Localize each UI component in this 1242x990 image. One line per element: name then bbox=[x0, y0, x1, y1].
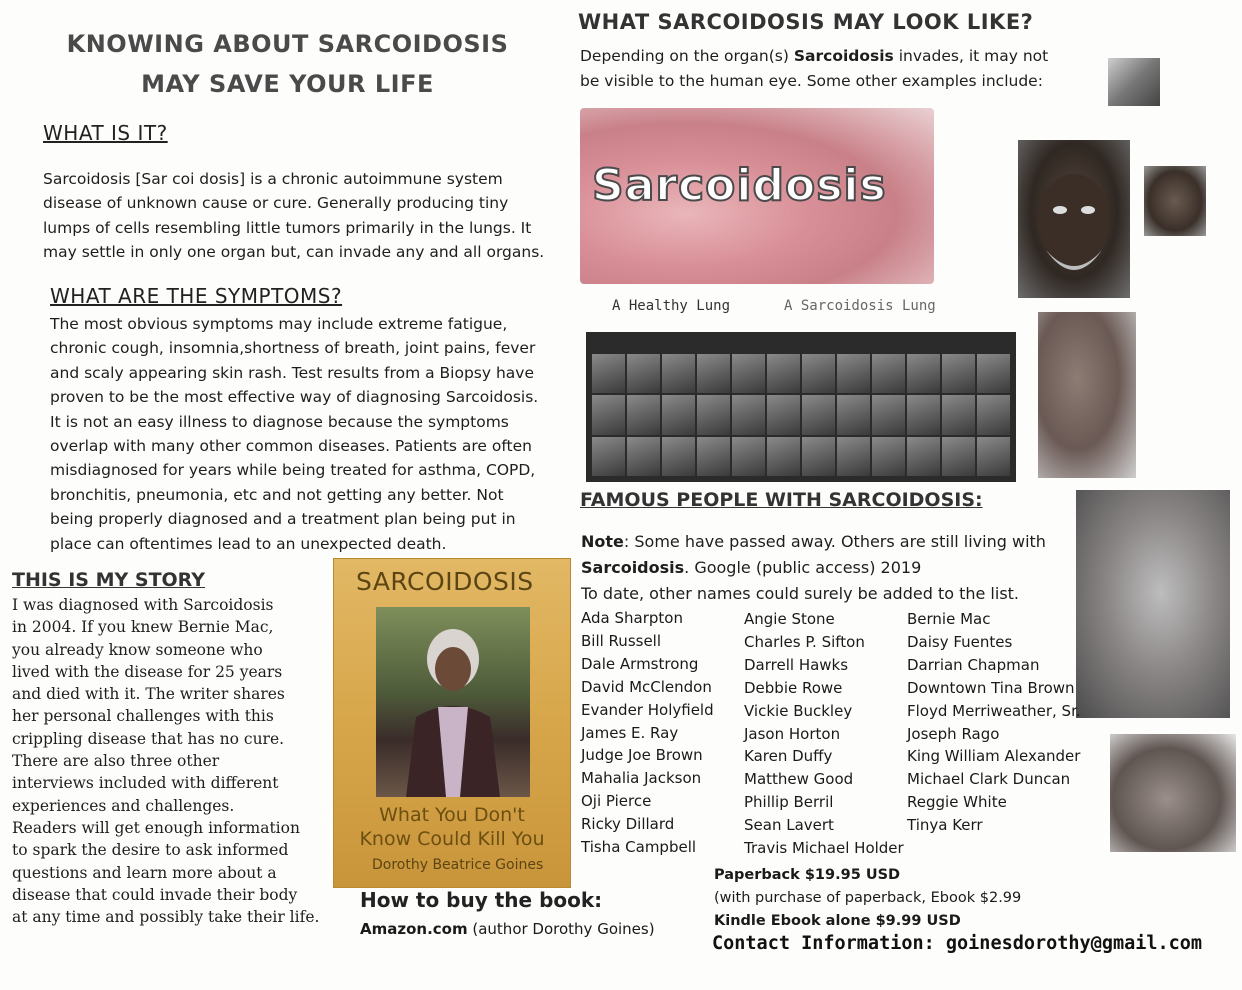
famous-note bbox=[581, 529, 1081, 607]
look-like-line bbox=[580, 44, 1070, 69]
famous-heading: FAMOUS PEOPLE WITH SARCOIDOSIS: bbox=[580, 489, 983, 511]
story-line: at any time and possibly take their life. bbox=[12, 908, 320, 927]
story-heading: THIS IS MY STORY bbox=[12, 569, 206, 591]
look-like-text bbox=[580, 44, 1070, 94]
famous-name: Daisy Fuentes bbox=[907, 632, 1013, 651]
famous-name: Darrian Chapman bbox=[907, 655, 1040, 674]
story-line: to spark the desire to ask informed bbox=[12, 841, 289, 860]
symptoms-line: proven to be the most effective way of diagnosing Sarcoidosis. bbox=[50, 388, 539, 407]
famous-name: Bernie Mac bbox=[907, 610, 991, 628]
look-like-line-pre: Depending on the organ(s) bbox=[580, 47, 794, 65]
book-cover-subtitle bbox=[334, 803, 570, 851]
amazon-link[interactable]: Amazon.com bbox=[360, 920, 468, 938]
symptoms-line: and scaly appearing skin rash. Test results from a Biopsy have bbox=[50, 363, 534, 382]
what-is-it-line bbox=[43, 167, 583, 191]
symptoms-line: The most obvious symptoms may include extreme fatigue, bbox=[50, 315, 508, 333]
famous-name: Floyd Merriweather, Sr. bbox=[907, 701, 1081, 720]
names-column-1 bbox=[581, 607, 714, 859]
famous-name: James E. Ray bbox=[581, 723, 679, 742]
famous-name: Charles P. Sifton bbox=[744, 632, 865, 651]
symptoms-line: place can oftentimes lead to an unexpected death. bbox=[50, 534, 447, 553]
names-column-2 bbox=[744, 608, 904, 860]
famous-name: Vickie Buckley bbox=[744, 701, 853, 720]
famous-name: David McClendon bbox=[581, 677, 712, 696]
buy-heading: How to buy the book: bbox=[360, 888, 603, 912]
story-line: questions and learn more about a bbox=[12, 863, 277, 882]
names-column-3 bbox=[907, 608, 1081, 837]
skin-rash-photo bbox=[1038, 312, 1136, 478]
eye-closeup-photo bbox=[1144, 166, 1206, 236]
story-line: interviews included with different bbox=[12, 774, 279, 793]
story-line: crippling disease that has no cure. bbox=[12, 729, 285, 748]
famous-name: Judge Joe Brown bbox=[581, 746, 703, 765]
lung-image-word: Sarcoidosis bbox=[592, 160, 887, 211]
famous-name: King William Alexander bbox=[907, 747, 1081, 766]
book-cover[interactable] bbox=[333, 558, 571, 888]
what-is-it-line: lumps of cells resembling little tumors primarily in the lungs. It bbox=[43, 218, 532, 237]
video-call-collage bbox=[586, 332, 1016, 482]
famous-name: Michael Clark Duncan bbox=[907, 770, 1071, 789]
look-like-line-post: invades, it may not bbox=[893, 47, 1049, 65]
buy-author-note: (author Dorothy Goines) bbox=[467, 920, 655, 938]
famous-name: Sean Lavert bbox=[744, 816, 834, 835]
note-label: Note bbox=[581, 532, 624, 551]
famous-name: Bill Russell bbox=[581, 631, 662, 650]
book-cover-subtitle-line: What You Don't bbox=[379, 804, 525, 826]
skin-swatch-image bbox=[1108, 58, 1160, 106]
author-portrait-icon bbox=[376, 607, 530, 797]
symptoms-line: being properly diagnosed and a treatment plan being put in bbox=[50, 510, 516, 529]
page-title bbox=[30, 24, 545, 104]
symptoms-line: chronic cough, insomnia,shortness of breath, joint pains, fever bbox=[50, 339, 536, 358]
book-cover-author: Dorothy Beatrice Goines bbox=[372, 857, 544, 873]
what-is-it-heading: WHAT IS IT? bbox=[43, 121, 168, 145]
leg-rash-photo bbox=[1076, 490, 1230, 718]
symptoms-line: bronchitis, pneumonia, etc and not getting any better. Not bbox=[50, 485, 504, 504]
famous-name: Joseph Rago bbox=[907, 724, 1000, 743]
famous-name: Phillip Berril bbox=[744, 793, 834, 812]
famous-name: Karen Duffy bbox=[744, 747, 833, 766]
face-photo bbox=[1018, 140, 1130, 298]
famous-note-line bbox=[581, 529, 1081, 555]
story-line: you already know someone who bbox=[12, 640, 263, 659]
famous-name: Debbie Rowe bbox=[744, 678, 843, 697]
famous-name: Mahalia Jackson bbox=[581, 769, 702, 788]
famous-name: Darrell Hawks bbox=[744, 655, 849, 674]
famous-name: Matthew Good bbox=[744, 770, 854, 789]
price-ebook-bundle: (with purchase of paperback, Ebook $2.99 bbox=[714, 890, 1022, 906]
famous-name: Reggie White bbox=[907, 793, 1007, 812]
note-bold: Sarcoidosis bbox=[581, 558, 685, 577]
famous-name: Jason Horton bbox=[744, 724, 841, 743]
face-portrait-icon bbox=[1018, 140, 1130, 298]
famous-name: Ada Sharpton bbox=[581, 609, 683, 627]
note-text: : Some have passed away. Others are still living with bbox=[623, 532, 1046, 551]
famous-note-line bbox=[581, 555, 1081, 581]
price-kindle: Kindle Ebook alone $9.99 USD bbox=[714, 913, 961, 929]
story-line: There are also three other bbox=[12, 752, 220, 771]
price-paperback: Paperback $19.95 USD bbox=[714, 867, 901, 883]
story-line: and died with it. The writer shares bbox=[12, 685, 285, 704]
symptoms-heading: WHAT ARE THE SYMPTOMS? bbox=[50, 284, 343, 308]
symptoms-line: misdiagnosed for years while being treated for asthma, COPD, bbox=[50, 461, 536, 480]
symptoms-text bbox=[50, 312, 580, 556]
pricing-block bbox=[714, 864, 1021, 933]
story-line: in 2004. If you knew Bernie Mac, bbox=[12, 618, 274, 637]
famous-name: Ricky Dillard bbox=[581, 815, 675, 834]
author-photo bbox=[376, 607, 530, 797]
symptoms-line: It is not an easy illness to diagnose because the symptoms bbox=[50, 412, 509, 431]
symptoms-line: overlap with many other common diseases. Patients are often bbox=[50, 437, 532, 456]
book-cover-subtitle-line: Know Could Kill You bbox=[359, 828, 545, 850]
note-text: . Google (public access) 2019 bbox=[684, 558, 922, 577]
buy-line bbox=[360, 920, 655, 938]
story-line: disease that could invade their body bbox=[12, 885, 298, 904]
what-is-it-line: disease of unknown cause or cure. Generally producing tiny bbox=[43, 194, 509, 213]
story-line: experiences and challenges. bbox=[12, 796, 235, 815]
look-like-line-bold: Sarcoidosis bbox=[793, 47, 894, 65]
famous-name: Downtown Tina Brown bbox=[907, 678, 1075, 697]
famous-name: Tinya Kerr bbox=[907, 816, 983, 835]
title-line-1: KNOWING ABOUT SARCOIDOSIS bbox=[66, 30, 509, 58]
story-line: lived with the disease for 25 years bbox=[12, 662, 283, 681]
famous-note-line: To date, other names could surely be added to the list. bbox=[581, 584, 1020, 603]
look-like-line: be visible to the human eye. Some other examples include: bbox=[580, 72, 1043, 90]
famous-name: Travis Michael Holder bbox=[744, 839, 904, 858]
caption-healthy-lung: A Healthy Lung bbox=[612, 298, 731, 314]
what-is-it-line: Sarcoidosis [Sar coi dosis] is a chronic autoimmune system bbox=[43, 170, 503, 188]
famous-name: Tisha Campbell bbox=[581, 838, 697, 857]
what-is-it-text bbox=[43, 167, 583, 265]
famous-name: Evander Holyfield bbox=[581, 700, 714, 719]
contact-information[interactable]: Contact Information: goinesdorothy@gmail.com bbox=[712, 933, 1203, 954]
lung-image bbox=[580, 108, 934, 284]
story-line: Readers will get enough information bbox=[12, 818, 300, 837]
what-is-it-line: may settle in only one organ but, can invade any and all organs. bbox=[43, 243, 545, 262]
title-line-2: MAY SAVE YOUR LIFE bbox=[141, 70, 434, 98]
book-cover-title: SARCOIDOSIS bbox=[356, 567, 534, 596]
famous-name: Oji Pierce bbox=[581, 792, 652, 811]
story-text bbox=[12, 594, 347, 928]
hand-photo bbox=[1110, 734, 1236, 852]
famous-name: Angie Stone bbox=[744, 610, 835, 628]
look-like-heading: WHAT SARCOIDOSIS MAY LOOK LIKE? bbox=[578, 10, 1034, 34]
caption-sarcoidosis-lung: A Sarcoidosis Lung bbox=[784, 298, 936, 314]
story-line: I was diagnosed with Sarcoidosis bbox=[12, 596, 274, 614]
story-line: her personal challenges with this bbox=[12, 707, 274, 726]
famous-name: Dale Armstrong bbox=[581, 654, 699, 673]
